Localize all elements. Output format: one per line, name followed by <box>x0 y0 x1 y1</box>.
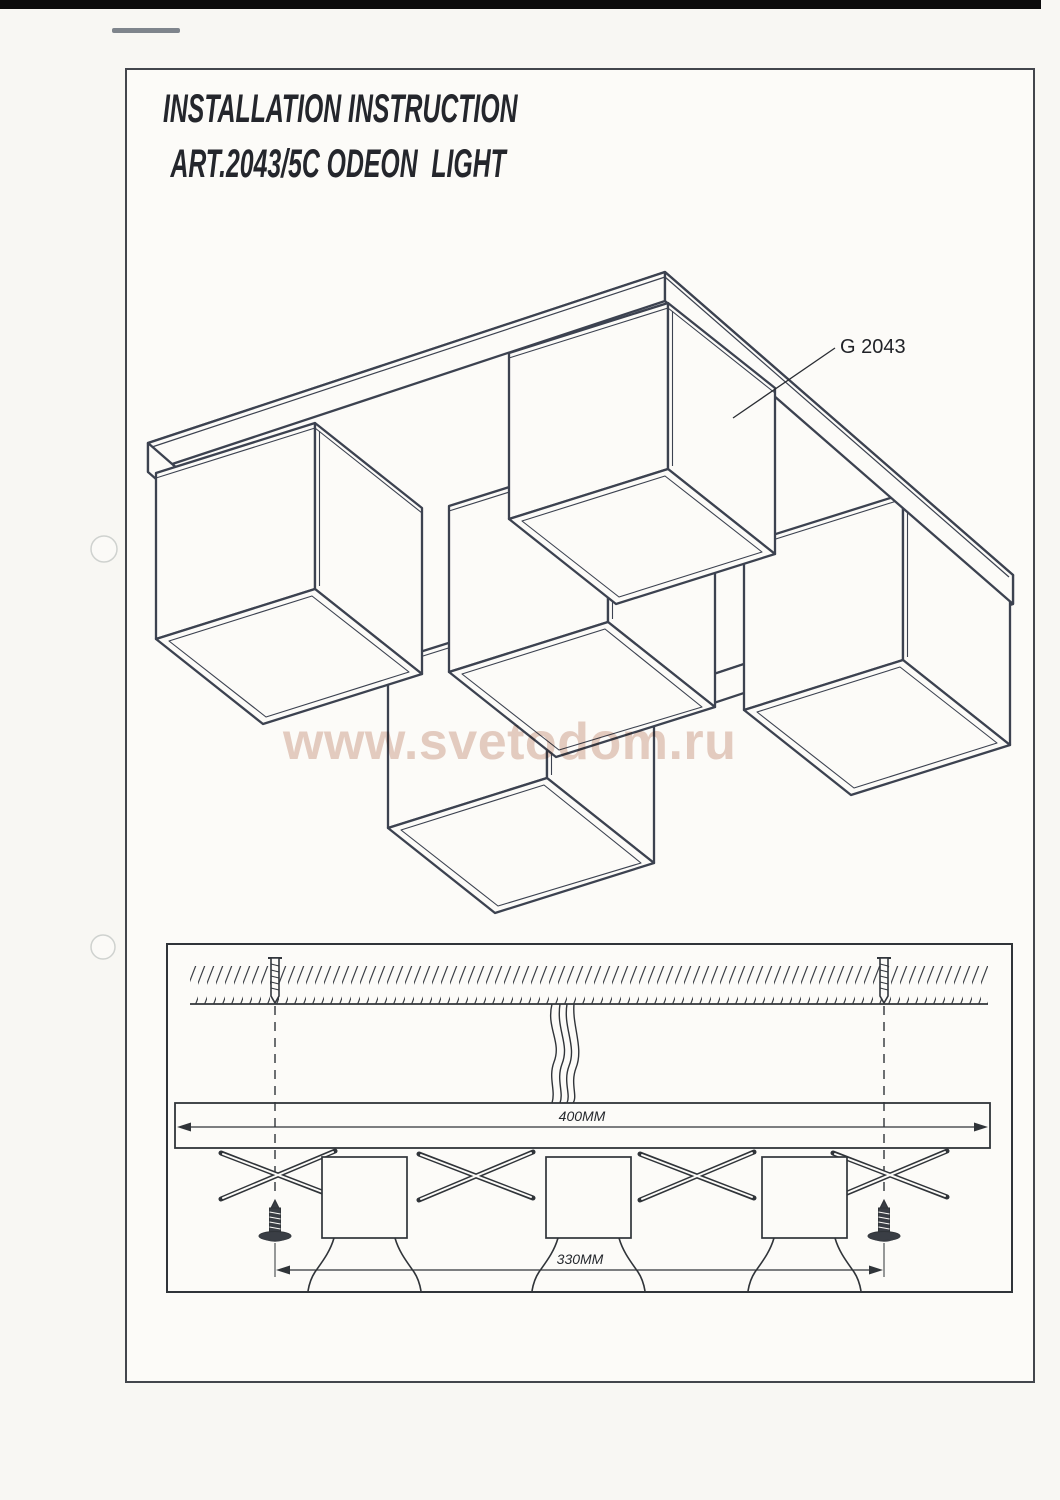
screw-left-icon <box>259 1200 291 1241</box>
lamp-body <box>762 1157 847 1238</box>
power-wires <box>551 1004 579 1103</box>
bar-width-label: 400MM <box>558 1108 606 1124</box>
lamp-bodies <box>322 1157 847 1238</box>
punch-holes <box>91 536 117 959</box>
watermark: www.svetodom.ru <box>283 713 737 771</box>
page-subtitle: ART.2043/5C ODEON LIGHT <box>170 142 506 186</box>
part-label: G 2043 <box>840 336 906 358</box>
dimension-330mm <box>275 1243 884 1277</box>
installation-diagram <box>167 944 1012 1292</box>
screw-right-icon <box>868 1200 900 1241</box>
page-title: INSTALLATION INSTRUCTION <box>163 87 518 131</box>
lamp-body <box>546 1157 631 1238</box>
mount-spacing-label: 330MM <box>556 1251 604 1267</box>
lamp-body <box>322 1157 407 1238</box>
isometric-chandelier-drawing <box>148 272 1013 913</box>
ceiling-hatch <box>190 966 988 1004</box>
